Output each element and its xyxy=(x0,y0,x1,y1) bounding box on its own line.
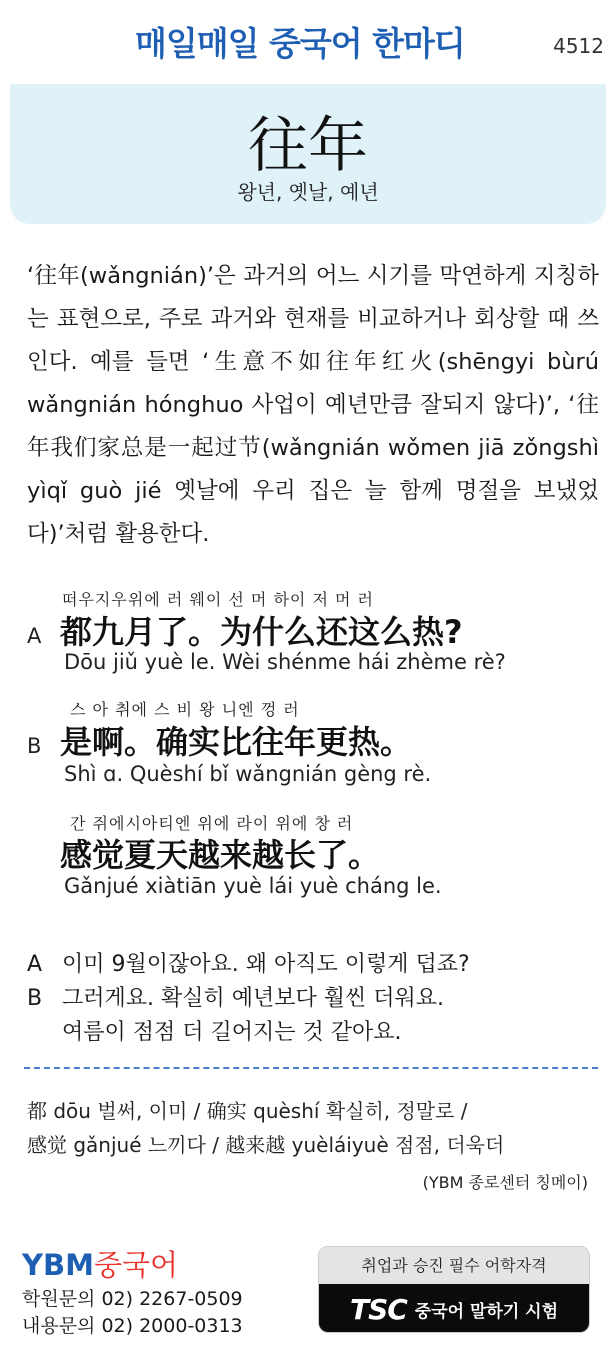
translation-row xyxy=(27,982,599,1016)
highlighted-word: 往年 xyxy=(252,723,317,761)
vocab-line: 感觉 gǎnjué 느끼다 / 越来越 yuèláiyuè 점점, 더욱더 xyxy=(27,1133,505,1157)
tsc-logo-bar xyxy=(319,1284,589,1333)
korean-pronunciation: 간 쥐에시아티엔 위에 라이 위에 창 러 xyxy=(70,814,354,833)
pinyin-text: Shì ɑ. Quèshí bǐ wǎngnián gèng rè. xyxy=(64,762,432,786)
tsc-logo: TSC xyxy=(349,1292,407,1326)
translation-text: 그러게요. 확실히 예년보다 훨씬 더워요. xyxy=(62,986,444,1011)
issue-number: 4512 xyxy=(553,34,604,58)
chinese-sentence xyxy=(60,717,412,763)
translation-row xyxy=(27,948,599,982)
chinese-text: 都九月了。为什么还这么热? xyxy=(60,613,463,651)
word-title-box xyxy=(10,84,606,224)
author-credit: (YBM 종로센터 칭메이) xyxy=(422,1173,588,1192)
tsc-tagline: 취업과 승진 필수 어학자격 xyxy=(319,1247,589,1284)
pinyin-text: Gǎnjué xiàtiān yuè lái yuè cháng le. xyxy=(64,874,442,898)
logo-ybm: YBM xyxy=(22,1248,94,1282)
speaker-label: A xyxy=(27,624,42,648)
explanation-paragraph: ‘往年(wǎngnián)’은 과거의 어느 시기를 막연하게 지칭하는 표현으로, 주로 과거와 현재를 비교하거나 회상할 때 쓰인다. 예를 들면 ‘生意不如往年红火(shēngyi bùrú wǎngnián hónghuo 사업이 예년만큼 잘되지 않다)’, ‘往年我们家总是一起过节(wǎngnián wǒmen jiā zǒngshì yìqǐ guò jié 옛날에 우리 집은 늘 함께 명절을 보냈었다)’처럼 활용한다. xyxy=(27,263,599,547)
chinese-text: 更热。 xyxy=(316,723,413,761)
contact-line: 내용문의 02) 2000-0313 xyxy=(22,1315,243,1337)
translation-block xyxy=(27,948,599,1050)
ybm-brand-logo xyxy=(22,1243,178,1284)
speaker-label: B xyxy=(27,734,42,758)
contact-line: 학원문의 02) 2267-0509 xyxy=(22,1288,243,1310)
logo-chinese: 중국어 xyxy=(93,1248,179,1282)
chinese-text: 是啊。确实比 xyxy=(60,723,253,761)
main-word-hanzi: 往年 xyxy=(248,111,368,181)
vocab-line: 都 dōu 벌써, 이미 / 确实 quèshí 확실히, 정말로 / xyxy=(27,1099,468,1123)
tsc-subtitle: 중국어 말하기 시험 xyxy=(414,1301,559,1322)
chinese-sentence xyxy=(60,607,463,653)
pinyin-text: Dōu jiǔ yuè le. Wèi shénme hái zhème rè? xyxy=(64,650,506,674)
chinese-text: 感觉夏天越来越长了。 xyxy=(60,836,381,874)
main-word-meaning: 왕년, 옛날, 예년 xyxy=(237,180,379,204)
chinese-sentence xyxy=(60,830,380,876)
speaker-label: A xyxy=(27,952,43,977)
korean-pronunciation: 스 아 취에 스 비 왕 니엔 껑 러 xyxy=(70,700,300,719)
tsc-ad-banner xyxy=(318,1246,590,1333)
column-title: 매일매일 중국어 한마디 xyxy=(135,24,465,63)
header xyxy=(0,0,616,84)
brand-logo xyxy=(22,1243,178,1284)
contact-info xyxy=(22,1286,243,1340)
speaker-label xyxy=(27,1016,62,1050)
korean-pronunciation: 떠우지우위에 러 웨이 선 머 하이 저 머 러 xyxy=(62,590,374,609)
vocabulary-list xyxy=(27,1094,599,1162)
translation-text: 이미 9월이잖아요. 왜 아직도 이렇게 덥죠? xyxy=(62,952,470,977)
translation-text: 여름이 점점 더 길어지는 것 같아요. xyxy=(62,1020,402,1045)
speaker-label: B xyxy=(27,986,43,1011)
translation-row xyxy=(27,1016,599,1050)
dashed-divider xyxy=(24,1067,598,1069)
